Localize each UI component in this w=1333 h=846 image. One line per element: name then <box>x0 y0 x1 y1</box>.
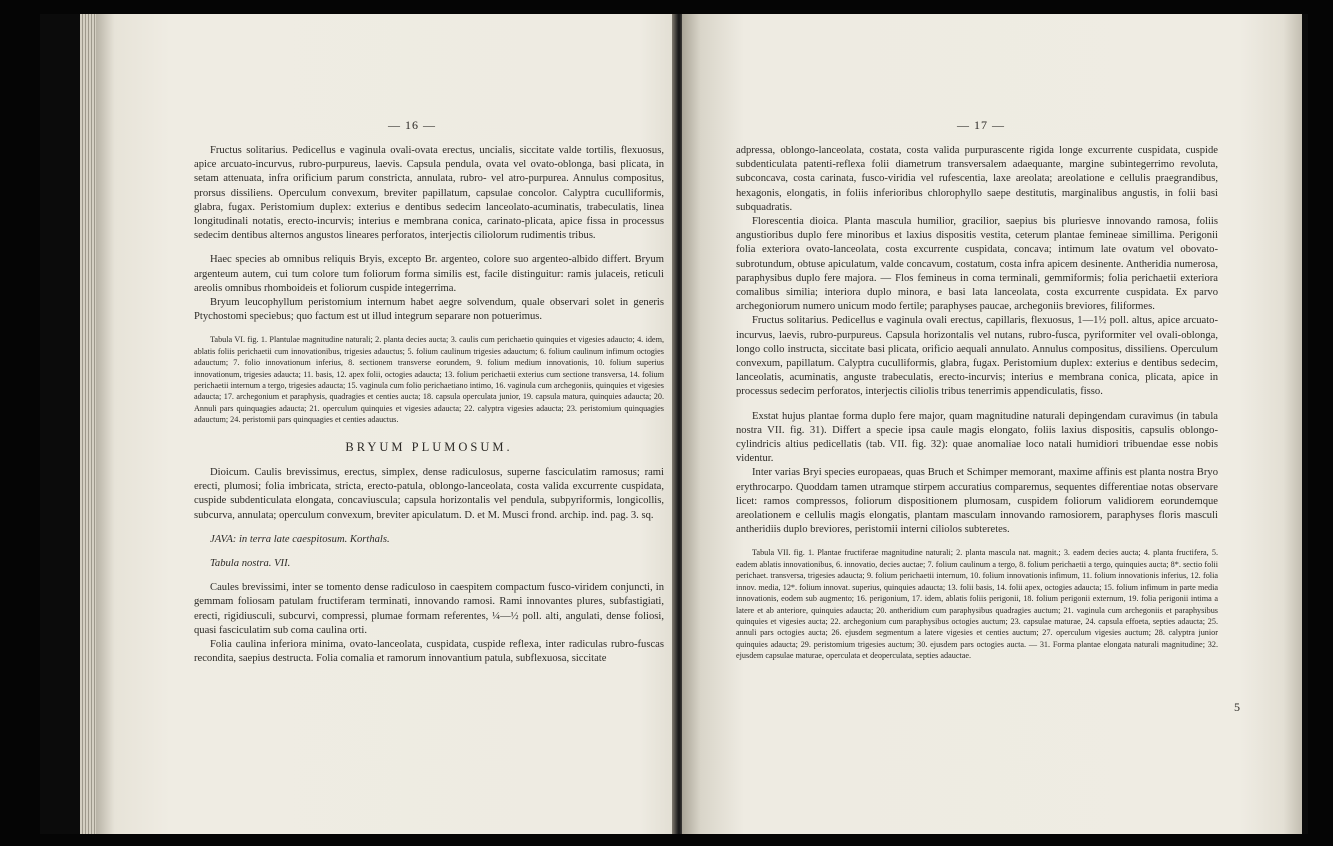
paragraph-folia: Folia caulina inferiora minima, ovato-lanceolata, cuspidata, cuspide reflexa, inter radiculas rubro-fuscas recondita, saepius destructa. Folia comalia et ramorum innovantium patula, subflexuosa, siccitate <box>194 638 664 665</box>
page-number-right: — 17 — <box>957 118 1005 132</box>
paragraph-comparatio: Inter varias Bryi species europaeas, quas Bruch et Schimper memorant, maxime affinis est planta nostra Bryo erythrocarpo. Quoddam tamen utramque stirpem accuratius comparemus, sequentes differentiae notas observare licet: ramos compressos, foliorum dispositionem plumosam, cuspidem foliorum validiorem eorundemque areolationem e cellulis magis elongatis, plantam masculam innovando ramosiorem, paraphyses floris masculi antheridiis duplo breviores, peristomii interni ciliolos subteretes. <box>736 467 1218 536</box>
left-page <box>96 14 714 834</box>
book-spread <box>40 14 1308 834</box>
species-heading: BRYUM PLUMOSUM. <box>345 439 513 454</box>
page-number-left: — 16 — <box>388 118 436 132</box>
paragraph-florescentia: Florescentia dioica. Planta mascula humilior, gracilior, saepius bis pluriesve innovando ramosa, foliis angustioribus duplo fere minoribus et laxius dispositis vestita, ceterum plantae femineae simillima. Perigonii folia exteriora ovato-lanceolata, costa excurrente cuspidata, concava; intimum late ovatum vel obovato-subrotundum, obtuse apiculatum, valde concavum, costatum, costa infra apicem desinente. Antheridia numerosa, paraphysibus duplo fere majora. — Flos femineus in coma terminali, gemmiformis; folia perichaetii exteriora comalibus similia; interiora duplo minora, e basi lata lanceolata, costa excurrente cuspidata. Ex parvo archegoniorum numero unicum modo fertile; paraphyses paucae, archegoniis breviores, filiformes. <box>736 216 1218 313</box>
right-page <box>682 14 1302 834</box>
paragraph-fructus-right: Fructus solitarius. Pedicellus e vaginula ovali erectus, capillaris, flexuosus, 1—1½ poll. altus, apice arcuato-incurvus, laevis, rubro-purpureus. Capsula horizontalis vel nutans, rubro-fusca, pyriformiter vel ovali-oblonga, longo collo instructa, siccitate basi plicata, orificio aequali annulato. Annulus compositus, dissiliens. Operculum convexum, papillatum. Calyptra cuculliformis, glabra, fugax. Peristomium duplex: exterius e dentibus sedecim, lanceolatis, acuminatis, anguste trabeculatis, erecto-incurvis; interius e membrana conica, plicata, apice in processus sedecim perforatos, interjectis ciliolis tribus tenerrimis appendiculatis, fisso. <box>736 315 1218 398</box>
paragraph-differentia: Haec species ab omnibus reliquis Bryis, excepto Br. argenteo, colore suo argenteo-albido differt. Bryum argenteum autem, cui tum colore tum foliorum forma similis est, facile distinguitur: ramis julaceis, reticuli areolis omnibus rhomboideis et foliorum cuspide integerrima. <box>194 254 664 294</box>
plate-reference: Tabula nostra. VII. <box>210 557 291 569</box>
paragraph-forma: Exstat hujus plantae forma duplo fere major, quam magnitudine naturali depingendam curavimus (in tabula nostra VII. fig. 31). Differt a specie ipsa caule magis elongato, foliis laxius dispositis, capsulis oblongo-cylindricis altius pedicellatis (tab. VII. fig. 32): quae anomaliae loco natali humidiori tribuendae esse nobis videntur. <box>736 410 1218 465</box>
signature-mark: 5 <box>1234 700 1240 714</box>
paragraph-leucophyllum: Bryum leucophyllum peristomium internum habet aegre solvendum, quale observari solet in generis Ptychostomi speciebus; quo factum est ut illud integrum separare non potuerimus. <box>194 297 664 323</box>
plate-caption-vii: Tabula VII. fig. 1. Plantae fructiferae magnitudine naturali; 2. planta mascula nat. magnit.; 3. eadem decies aucta; 4. planta fructifera, 5. eadem ablatis innovationibus, 6. innovatio, decies auctae; 7. folium caulinum a tergo, 8. folium perichaetii a tergo, quinquies aucta; 8*. sectio folii perichaet. transversa, trigesies adaucta; 9. folium perichaetii internum, 10. folium innovationis infimum, 11. folium innovationis inferius, 12. folia innov. media, 12*. folium innovat. superius, quinquies adaucta; 13. folii basis, 14. folii apex, octogies adaucta; 15. folium infimum in parte media innovationis, eodem sub augmento; 16. perigonium, 17. idem, ablatis foliis perigonii, 18. folium perigonii externum, 19. folia perigonii intima a latere et ab anteriore, quinquies adaucta; 20. antheridium cum paraphysibus quadragies auctum; 21. vaginula cum archegoniis et paraphysibus quinquies et vigesies aucta; 22. archegonium cum paraphysibus octogies auctum; 23. capsulae maturae, 24. capsula effoeta, septies adaucta; 25. annuli pars octogies aucta; 26. ejusdem segmentum a latere vigesies et centies auctum; 27. operculum vigesies auctum; 28. calyptra junior quinquies adaucta; 29. peristomium trigesies auctum; 30. ejusdem pars octogies aucta. — 31. Forma plantae elongata naturali magnitudine; 32. ejusdem capsulae maturae, operculata et deoperculata, septies adauctae. <box>736 548 1218 661</box>
species-diagnosis: Dioicum. Caulis brevissimus, erectus, simplex, dense radiculosus, superne fasciculatim ramosus; rami erecti, plumosi; folia imbricata, stricta, erecto-patula, oblongo-lanceolata, costa valida excurrente cuspidata, cuspide subdenticulata elongata, concaviuscula; capsula horizontalis vel pendula, subpyriformis, longicollis, subcurva, annulata; operculum convexum, breviter apiculatum. D. et M. Musci frond. archip. ind. pag. 3. sq. <box>194 466 664 521</box>
right-page-body <box>736 144 1218 662</box>
locality: JAVA: in terra late caespitosum. Korthals. <box>210 533 390 545</box>
paragraph-caules: Caules brevissimi, inter se tomento dense radiculoso in caespitem compactum fusco-viridem conjuncti, in gemmam foliosam patulam fructiferam terminati, innovando ramosi. Rami innovantes plures, subfastigiati, erecti, rigidiusculi, subcurvi, compressi, plumae formam referentes, ¼—½ poll. alti, angulati, dense foliosi, quasi fasciculatim sub coma caulina orti. <box>194 582 664 636</box>
paragraph-folia-cont: adpressa, oblongo-lanceolata, costata, costa valida purpurascente rigida longe excurrente cuspidata, cuspide subdenticulata patenti-reflexa folii diametrum transversalem adaequante, margine subintegerrimo revoluta, subconcava, costa carinata, fusco-viridia vel rufescentia, laxe areolata; areolatione e cellulis praegrandibus, hexagonis, elongatis, in foliis inferioribus chlorophyllo saepe destitutis, marginalibus angustis, in folii basi subquadratis. <box>736 145 1218 213</box>
left-page-body <box>194 144 664 666</box>
paragraph-fructus: Fructus solitarius. Pedicellus e vaginula ovali-ovata erectus, uncialis, siccitate valde tortilis, flexuosus, apice arcuato-incurvus, rubro-purpureus, laevis. Capsula pendula, ovata vel ovato-oblonga, basi plicata, in setam attenuata, infra orificium parum constricta, annulata, rubro- vel atro-purpurea. Annulus compositus, prorsus dissiliens. Operculum convexum, breviter papillatum, capsulae concolor. Calyptra cuculliformis, glabra, fugax. Peristomium duplex: exterius e dentibus sedecim lanceolato-acuminatis, trabeculatis, linea longitudinali notatis, erecto-incurvis; interius e membrana conica, carinato-plicata, apice fissa in processus sedecim dentibus alternos angustos lineares perforatos, interjectis ciliolorum rudimentis tribus. <box>194 145 664 242</box>
plate-caption-vi: Tabula VI. fig. 1. Plantulae magnitudine naturali; 2. planta decies aucta; 3. caulis cum perichaetio quinquies et vigesies adaucto; 4. idem, ablatis foliis perichaetii cum innovationibus, trigesies adauctus; 5. folium caulinum trigesies adauctum; 6. folium caulinum infimum octogies adauctum; 7. folio innovationum inferius, 8. sectionem transverse eorundem, 9. folium medium innovationis, 10. folium superius innovationum, trigesies adaucta; 11. basis, 12. apex folii, octogies adaucta; 13. folium perichaetii exterius cum sectione transversa, 14. folium perichaetii internum a tergo, trigesies adaucta; 15. vaginula cum folio perichaetiano intimo, 16. vaginula cum archegoniis, quinquies et vigesies adaucta; 17. archegonium et paraphysis, quadragies et centies aucta; 18. capsula operculata junior, 19. capsula matura, quinquies adaucta; 20. Annuli pars quinquagies adaucta; 21. operculum quinquies et vigesies adaucta; 22. calyptra vigesies adaucta; 23. peristomium quinquagies adauctum; 24. peristomii pars quinquagies et centies adauctus. <box>194 335 664 425</box>
